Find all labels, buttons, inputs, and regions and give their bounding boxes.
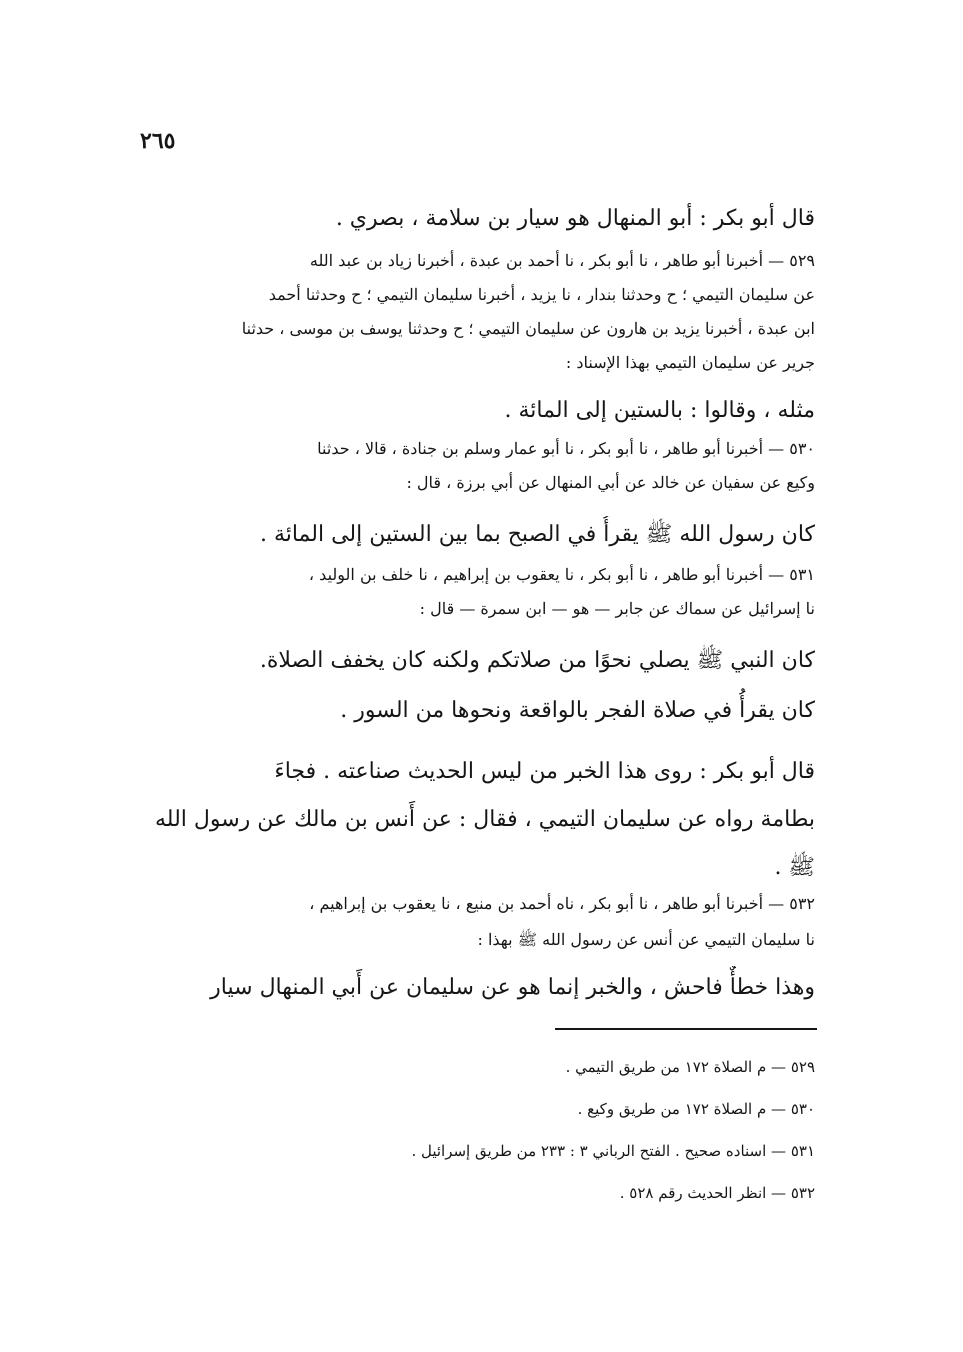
text-line: ٥٣١ — أخبرنا أبو طاهر ، نا أبو بكر ، نا يعقوب بن إبراهيم ، نا خلف بن الوليد ،	[308, 565, 815, 584]
hadith-531	[150, 558, 815, 626]
hadith-532	[150, 886, 815, 958]
footnote-divider	[555, 1028, 817, 1030]
text-line: مثله ، وقالوا : بالستين إلى المائة .	[504, 398, 815, 423]
paragraph-5	[150, 748, 815, 892]
footnote: ٥٣٠ — م الصلاة ١٧٢ من طريق وكيع .	[577, 1100, 815, 1118]
text-line: وهذا خطأٌ فاحش ، والخبر إنما هو عن سليمان عن أَبي المنهال سيار	[210, 975, 815, 1000]
paragraph-1	[150, 200, 815, 238]
text-line: عن سليمان التيمي ؛ ح وحدثنا بندار ، نا يزيد ، أخبرنا سليمان التيمي ؛ ح وحدثنا أحمد	[268, 285, 815, 304]
text-line: ٥٣٠ — أخبرنا أبو طاهر ، نا أبو بكر ، نا أبو عمار وسلم بن جنادة ، قالا ، حدثنا	[317, 439, 815, 458]
text-line: كان النبي ﷺ يصلي نحوًا من صلاتكم ولكنه كان يخفف الصلاة.	[259, 648, 815, 673]
text-line: ﷺ .	[774, 855, 815, 880]
text-line: ابن عبدة ، أخبرنا يزيد بن هارون عن سليمان التيمي ؛ ح وحدثنا يوسف بن موسى ، حدثنا	[241, 319, 815, 338]
text-line: ٥٢٩ — أخبرنا أبو طاهر ، نا أبو بكر ، نا أحمد بن عبدة ، أخبرنا زياد بن عبد الله	[309, 251, 815, 270]
footnotes	[150, 1046, 815, 1214]
paragraph-2	[150, 392, 815, 430]
paragraph-4	[150, 636, 815, 736]
footnote: ٥٣١ — اسناده صحيح . الفتح الرباني ٣ : ٢٣٣ من طريق إسرائيل .	[411, 1142, 815, 1160]
text-line: قال أبو بكر : أبو المنهال هو سيار بن سلامة ، بصري .	[335, 206, 815, 231]
hadith-529	[150, 244, 815, 380]
text-line: نا إسرائيل عن سماك عن جابر — هو — ابن سمرة — قال :	[419, 599, 815, 618]
text-line: نا سليمان التيمي عن أنس عن رسول الله ﷺ بهذا :	[477, 930, 815, 949]
text-line: جرير عن سليمان التيمي بهذا الإسناد :	[565, 353, 815, 372]
footnote: ٥٣٢ — انظر الحديث رقم ٥٢٨ .	[619, 1184, 815, 1202]
text-line: ٥٣٢ — أخبرنا أبو طاهر ، نا أبو بكر ، ناه أحمد بن منيع ، نا يعقوب بن إبراهيم ،	[309, 894, 815, 913]
page-number: ٢٦٥	[140, 128, 176, 154]
text-line: وكيع عن سفيان عن خالد عن أبي المنهال عن أبي برزة ، قال :	[406, 473, 815, 492]
text-line: قال أبو بكر : روى هذا الخبر من ليس الحديث صناعته . فجاءَ	[274, 759, 815, 784]
footnote: ٥٢٩ — م الصلاة ١٧٢ من طريق التيمي .	[565, 1058, 815, 1076]
text-line: كان رسول الله ﷺ يقرأُ في الصبح بما بين الستين إلى المائة .	[259, 522, 815, 547]
text-line: بطامة رواه عن سليمان التيمي ، فقال : عن أَنس بن مالك عن رسول الله	[155, 807, 815, 832]
hadith-530	[150, 432, 815, 500]
paragraph-6	[150, 966, 815, 1010]
paragraph-3	[150, 516, 815, 554]
text-line: كان يقرأُ في صلاة الفجر بالواقعة ونحوها من السور .	[340, 698, 815, 723]
